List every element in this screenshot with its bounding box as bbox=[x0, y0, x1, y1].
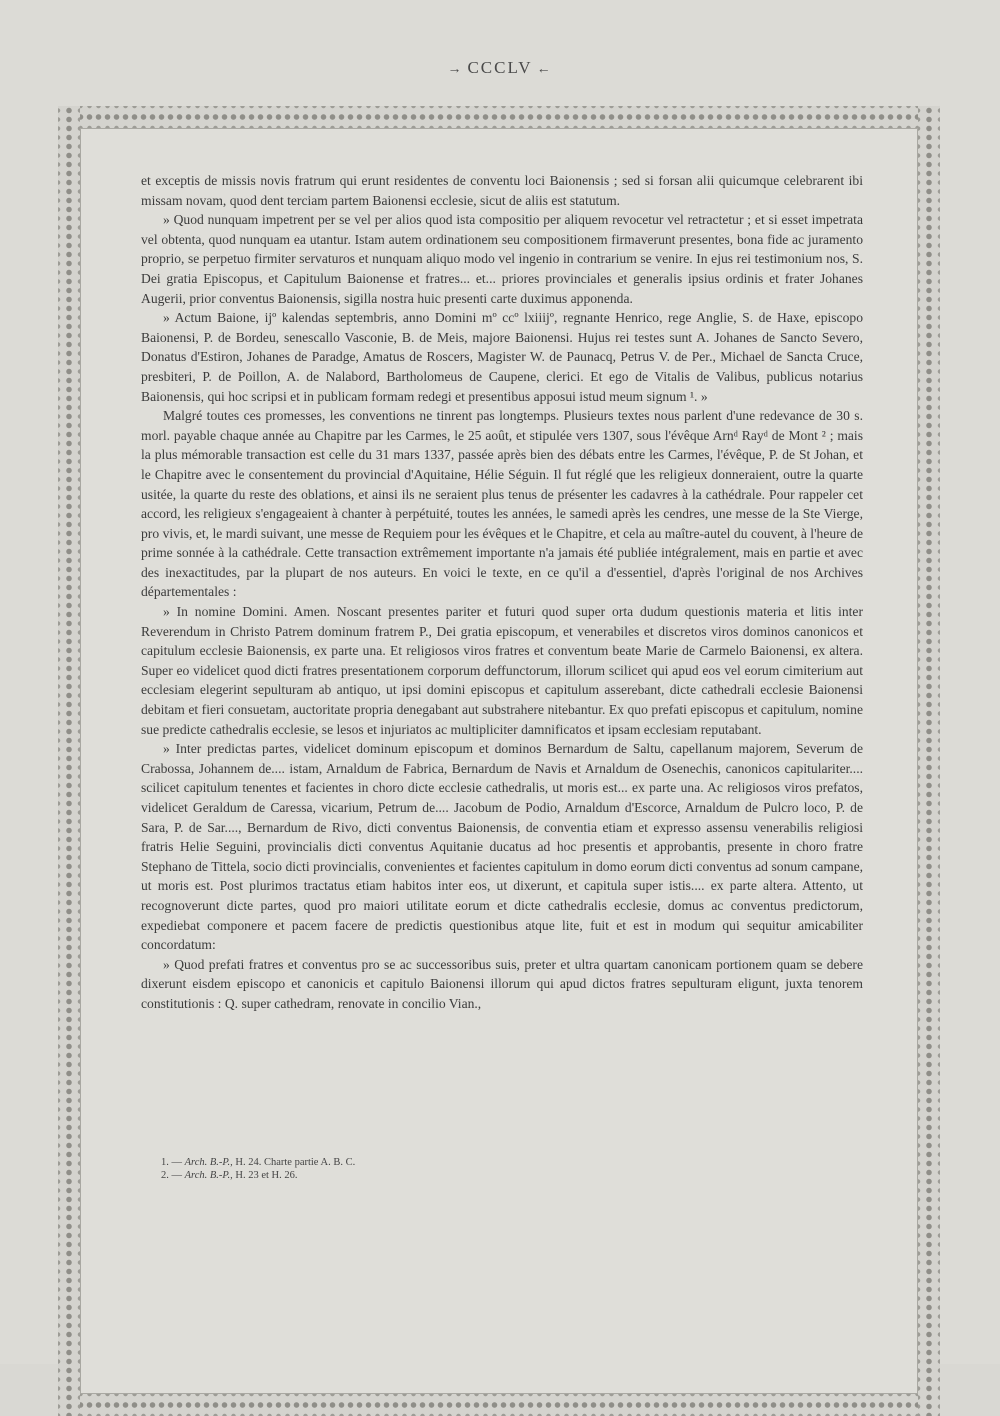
footnote-source: Arch. B.-P., bbox=[184, 1170, 233, 1181]
paragraph: » Inter predictas partes, videlicet dominum episcopum et dominos Bernardum de Saltu, capellanum majorem, Severum de Crabossa, Johannem de.... istam, Arnaldum de Fabrica, Bernardum de Navis et Arnaldum de Osenechis, canonicos capitulariter.... scilicet capitulum tenentes et facientes in choro dicte ecclesie cathedralis, ut moris est... ex parte una. Ac religiosos viros prefatos, videlicet Geraldum de Caressa, vicarium, Petrum de.... Jacobum de Podio, Arnaldum d'Escorce, Arnaldum de Pulcro loco, P. de Sara, P. de Sar...., Bernardum de Rivo, dicti conventus Baionensis, de conventia etiam et expresso assensu venerabilis religiosi fratris Helie Seguini, provincialis dicti conventus Aquitanie ducatus ad hoc presentis et approbantis, presente in choro fratre Stephano de Tittela, socio dicti provincialis, convenientes et facientes capitulum in domo eorum dicti conventus ad sonum campane, ut moris est. Post plurimos tractatus etiam habitos inter eos, ut dixerunt, et capitula super istis.... ex parte altera. Attento, ut recognoverunt dicte partes, quod pro maiori utilitate eorum et dicte cathedralis ecclesie, domus ac conventus predictorum, expediebat componere et pacem facere de predictis questionibus atque lite, fuit et est in modum qui sequitur amicabiliter concordatum: bbox=[141, 741, 863, 953]
paragraph: » In nomine Domini. Amen. Noscant presentes pariter et futuri quod super orta dudum questionis materia et litis inter Reverendum in Christo Patrem dominum fratrem P., Dei gratia episcopum, et venerabiles et discretos viros dominos canonicos et capitulum ecclesie Baionensis, ex parte una. Et religiosos viros fratres et conventum beate Marie de Carmelo Baionensi, ex altera. Super eo videlicet quod dicti fratres presentationem corporum deffunctorum, illorum scilicet qui apud eos vel eorum cimiterium aut ecclesiam elegerint sepulturam ab antiquo, ut ipsi domini episcopus et capitulum asserebant, dicte cathedrali ecclesie Baionensi debitam et fieri consuetam, auctoritate propria denegabant aut substrahere nitebantur. Ex quo prefati episcopus et capitulum, nomine sue predicte cathedralis ecclesie, se lesos et injuriatos ac multipliciter damnificatos et ipsam ecclesiam reputabant. bbox=[141, 604, 863, 737]
footnote-text: H. 24. Charte partie A. B. C. bbox=[235, 1157, 356, 1168]
ornamental-border-top bbox=[58, 106, 940, 128]
left-arrow-ornament: → bbox=[447, 62, 464, 77]
ornamental-border-bottom bbox=[58, 1394, 940, 1416]
page-number-header bbox=[0, 58, 1000, 78]
footnote bbox=[161, 1156, 761, 1169]
page-number: CCCLV bbox=[467, 58, 533, 77]
paragraph: » Quod nunquam impetrent per se vel per alios quod ista compositio per aliquem revocetur vel retractetur ; et si esset impetrata vel obtenta, quod nunquam ea utantur. Istam autem ordinationem seu compositionem firmaverunt presentes, bona fide ac juramento proprio, se perpetuo firmiter servaturos et nunquam aliquo modo vel ingenio in contrarium se venire. In ejus rei testimonium nos, S. Dei gratia Episcopus, et Capitulum Baionense et fratres... et... priores provinciales et generalis ipsius ordinis et frater Johanes Augerii, prior conventus Baionensis, sigilla nostra huic presenti carte duximus apponenda. bbox=[141, 212, 863, 306]
footnote-number: 1. — bbox=[161, 1157, 182, 1168]
paragraph: » Actum Baione, ijº kalendas septembris, anno Domini mº ccº lxiiijº, regnante Henrico, rege Anglie, S. de Haxe, episcopo Baionensi, P. de Bordeu, senescallo Vasconie, B. de Meis, majore Baionensi. Hujus rei testes sunt A. Johanes de Sancto Severo, Donatus d'Estiron, Johanes de Paradge, Amatus de Roscers, Magister W. de Paunacq, Petrus V. de Per., Michael de Sancta Cruce, presbiteri, P. de Poillon, A. de Nalabord, Bartholomeus de Caupene, clerici. Et ego de Vitalis de Valibus, publicus notarius Baionensis, qui hoc scripsi et in publicam formam redegi et presentibus apposui istud meum signum ¹. » bbox=[141, 310, 863, 404]
paragraph: Malgré toutes ces promesses, les conventions ne tinrent pas longtemps. Plusieurs textes nous parlent d'une redevance de 30 s. morl. payable chaque année au Chapitre par les Carmes, le 25 août, et stipulée vers 1307, sous l'évêque Arnᵈ Rayᵈ de Mont ² ; mais la plus mémorable transaction est celle du 31 mars 1337, passée après bien des débats entre les Carmes, l'évêque, P. de St Johan, et le Chapitre avec le consentement du provincial d'Aquitaine, Hélie Séguin. Il fut réglé que les religieux donneraient, outre la quarte usitée, la quarte du reste des oblations, et ainsi ils ne seraient plus tenus de présenter les cadavres à la cathédrale. Pour rappeler cet accord, les religieux s'engageaient à chanter à perpétuité, toutes les années, le samedi après les cendres, une messe de la Ste Vierge, pro vivis, et, le mardi suivant, une messe de Requiem pour les évêques et le Chapitre, et cela au maître-autel du couvent, à l'heure de prime sonnée à la cathédrale. Cette transaction extrêmement importante n'a jamais été publiée intégralement, mais en partie et avec des inexactitudes, par la plupart de nos auteurs. En voici le texte, en ce qu'il a d'essentiel, d'après l'original de nos Archives départementales : bbox=[141, 408, 863, 600]
footnote bbox=[161, 1169, 761, 1182]
body-text bbox=[141, 171, 863, 1014]
footnotes bbox=[161, 1156, 761, 1182]
paragraph: » Quod prefati fratres et conventus pro se ac successoribus suis, preter et ultra quartam canonicam portionem quam se debere dixerunt eisdem episcopo et canonicis et capitulo Baionensi illorum qui apud dictos fratres sepulturam eligunt, juxta tenorem constitutionis : Q. super cathedram, renovate in concilio Vian., bbox=[141, 956, 863, 1011]
footnote-source: Arch. B.-P., bbox=[184, 1157, 233, 1168]
paragraph: et exceptis de missis novis fratrum qui erunt residentes de conventu loci Baionensis ; sed si forsan alii quicumque celebrarent ibi missam novam, quod dent terciam partem Baionensi ecclesie, sicut de aliis est statutum. bbox=[141, 173, 863, 208]
ornamental-border-left bbox=[58, 106, 80, 1416]
ornamental-border-right bbox=[918, 106, 940, 1416]
footnote-number: 2. — bbox=[161, 1170, 182, 1181]
footnote-text: H. 23 et H. 26. bbox=[235, 1170, 298, 1181]
right-arrow-ornament: ← bbox=[536, 62, 553, 77]
